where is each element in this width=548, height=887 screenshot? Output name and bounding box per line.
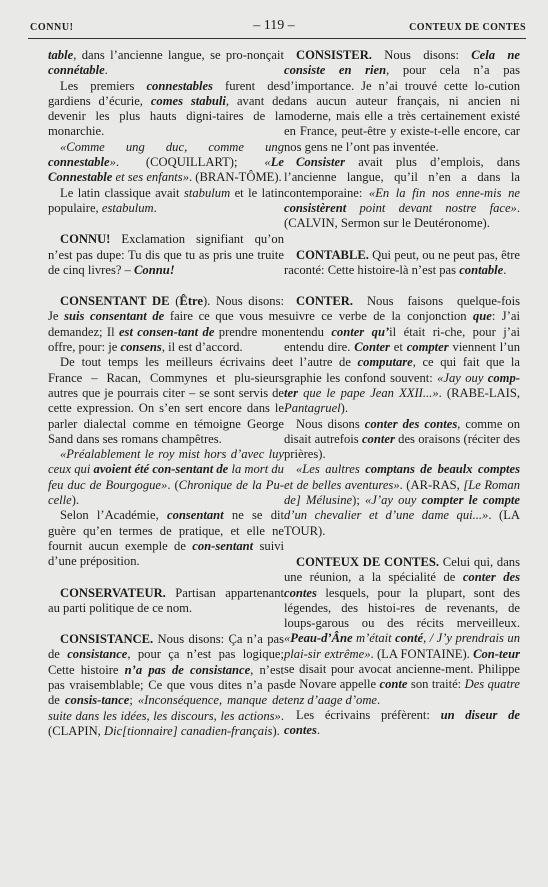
entry-paragraph: CONTEUX DE CONTES. Celui qui, dans une réunion, a la spécialité de conter des contes lesquels, pour la plupart, sont des légendes, des histoi-res de revenants, de loups-garous ou des récits merveilleux. «Peau-d’Âne m’était conté, / J’y prendrais un plai-sir extrême». (LA FONTAINE). Con-teur se disait pour avocat ancienne-ment. Philippe de Novare appelle conte son traité: Des quatre tenz d’aage d’ome. (284, 554, 520, 707)
entry-paragraph: «Les aultres comptans de beaulx comptes et de belles aventures». (AR-RAS, [Le Roman de] Mélusine); «J’ay ouy compter le compte d’un chevalier et d’une dame qui...». (LA TOUR). (284, 462, 521, 538)
header-rule (28, 38, 526, 39)
entry-paragraph: Consister avait plus d’emplois, dans l’ancienne langue, qu’il n’en a dans la contemporaine: «En la fin nos enne-mis ne consistèrent point devant nostre face». (CALVIN, Sermon sur le Deutéronome). (284, 155, 520, 231)
dictionary-entry (284, 294, 520, 539)
dictionary-entry (48, 232, 284, 278)
entry-paragraph: table, dans l’ancienne langue, se pro-nonçait connétable. (48, 48, 284, 78)
running-header (0, 18, 548, 36)
dictionary-entry (48, 294, 284, 569)
entry-paragraph: CONTER. Nous faisons quelque-fois suivre ce verbe de la conjonction que: J’ai entendu conter qu’il était ri-che, pour j’ai entendu dire. Conter et compter viennent l’un et l’autre de computare, ce qui fait que la graphie les confond souvent: «Jay ouy comp-ter que le pape Jean XXII...». (RABE-LAIS, Pantagruel). (284, 294, 520, 416)
header-right-word: CONTEUX DE CONTES (409, 22, 526, 33)
right-column (284, 48, 520, 738)
dictionary-entry (48, 632, 284, 739)
entry-paragraph: Les premiers connestables furent des gardiens d’écurie, comes stabuli, avant de devenir les plus hauts digni-taires de la monarchie. (48, 78, 285, 139)
dictionary-entry (284, 48, 520, 232)
entry-paragraph: «Préalablement le roy mist hors d’avec luy ceux qui avoient été con-sentant de la mort du feu duc de Bourgogue». (Chronique de la Pu-celle). (48, 447, 284, 508)
entry-paragraph: CONSISTER. Nous disons: Cela ne consiste en rien, pour cela n’a pas d’importance. Je n’ai trouvé cette lo-cution dans aucun auteur français, ni ancien ni moderne, mais elle a très certainement existé en France, peut-être y existe-t-elle encore, car nos gens ne l’ont pas inventée. (284, 48, 520, 154)
dictionary-entry (48, 586, 284, 617)
entry-paragraph: Le latin classique avait stabulum et le latin populaire, estabulum. (48, 185, 284, 215)
entry-paragraph: De tout temps les meilleurs écrivains de France – Racan, Commynes et plu-sieurs autres que je pourrais citer – se sont servis de cette expression. On s’en sert encore dans le parler dialectal comme en témoigne George Sand dans ses romans champêtres. (48, 355, 284, 446)
entry-paragraph: CONTABLE. Qui peut, ou ne peut pas, être raconté: Cette histoire-là n’est pas contable. (284, 247, 520, 277)
entry-paragraph: Les écrivains préfèrent: un diseur de contes. (284, 707, 520, 738)
left-column (48, 48, 284, 739)
entry-paragraph: CONSISTANCE. Nous disons: Ça n’a pas de consistance, pour ça n’est pas logique; Cette histoire n’a pas de consistance, n’est pas vraisemblable; Ce que vous dites n’a pas de consis-tance; «Inconséquence, manque de suite dans les idées, les discours, les actions». (CLAPIN, Dic[tionnaire] canadien-français). (48, 632, 284, 738)
header-left-word: CONNU! (30, 22, 74, 33)
entry-paragraph: Nous disons conter des contes, comme on disait autrefois conter des oraisons (réciter des prières). (284, 416, 520, 462)
dictionary-entry (284, 248, 520, 279)
entry-paragraph: «Comme ung duc, comme ung connestable». (COQUILLART); «Le Connestable et ses enfants». (BRAN-TÔME). (48, 139, 284, 185)
dictionary-entry (48, 48, 284, 216)
entry-paragraph: CONNU! Exclamation signifiant qu’on n’est pas dupe: Tu dis que tu as pris une truite de cinq livres? – Connu! (48, 232, 284, 277)
entry-paragraph: CONSERVATEUR. Partisan appartenant au parti politique de ce nom. (48, 585, 284, 615)
entry-paragraph: Selon l’Académie, consentant ne se dit guère qu’en termes de pratique, et elle ne fournit aucun exemple de con-sentant suivi d’une préposition. (48, 508, 284, 569)
page-number: – 119 – (253, 18, 295, 33)
dictionary-entry (284, 555, 520, 739)
entry-paragraph: CONSENTANT DE (Être). Nous disons: Je suis consentant de faire ce que vous me demandez; Il est consen-tant de prendre mon offre, pour: je consens, il est d’accord. (48, 294, 284, 355)
